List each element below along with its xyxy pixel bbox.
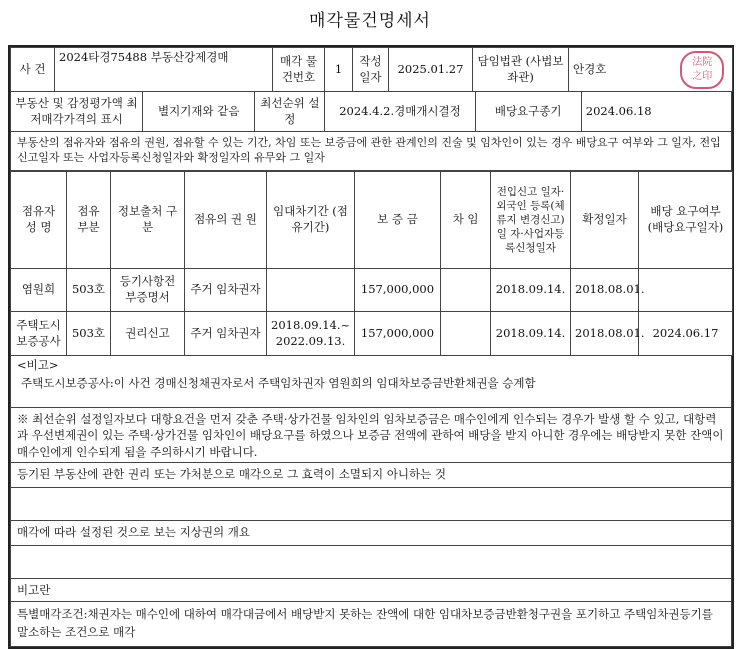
item-no-label: 매각 물건번호 — [273, 48, 325, 92]
cell-period: 2018.09.14.~ 2022.09.13. — [267, 312, 355, 356]
cell-title: 주거 임차권자 — [185, 312, 267, 356]
cell-part: 503호 — [67, 312, 111, 356]
deadline-label: 배당요구종기 — [475, 92, 581, 132]
cell-move-in-date: 2018.09.14. — [491, 269, 571, 312]
notice-box: ※ 최선순위 설정일자보다 대항요건을 먼저 갖춘 주택·상가건물 임차인의 임차보증금은 매수인에게 인수되는 경우가 발생 할 수 있고, 대항력과 우선변제권이 있는 주택·상가건물 임차인이 배당요구를 하였으나 보증금 전액에 관하여 배당을 받지 아니한 경우에는 배당받지 못한 잔액이 매수인에게 인수되게 됨을 주의하시기 바랍니다. — [10, 408, 732, 463]
header-source: 정보출처 구 분 — [111, 172, 185, 269]
cell-rent — [441, 269, 491, 312]
cell-move-in-date: 2018.09.14. — [491, 312, 571, 356]
judge-value: 안경호 — [569, 48, 673, 92]
appraisal-label: 부동산 및 감정평가액 최저매각가격의 표시 — [11, 92, 143, 132]
cell-fixed-date: 2018.08.01. — [571, 269, 639, 312]
header-occupant: 점유자 성 명 — [11, 172, 67, 269]
remarks-box — [10, 356, 732, 408]
document-title: 매각물건명세서 — [309, 11, 431, 31]
header-dividend-request: 배당 요구여부 (배당요구일자) — [639, 172, 733, 269]
occupancy-header-row — [11, 172, 733, 269]
occupancy-note: 부동산의 점유자와 점유의 권원, 점유할 수 있는 기간, 차임 또는 보증금에 관한 관계인의 진술 및 임차인이 있는 경우 배당요구 여부와 그 일자, 전입신고일자 또는 사업자등록신청일자와 확정일자의 유무와 그 일자 — [10, 132, 732, 171]
appraisal-table — [10, 91, 732, 132]
appraisal-value: 별지기재와 같음 — [143, 92, 255, 132]
special-condition-text: 특별매각조건:채권자는 매수인에 대하여 매각대금에서 배당받지 못하는 잔액에 대한 임대차보증금반환청구권을 포기하고 주택임차권등기를 말소하는 조건으로 매각 — [10, 602, 732, 647]
cell-occupant: 염원희 — [11, 269, 67, 312]
occupancy-table — [10, 171, 733, 356]
item-no-value: 1 — [325, 48, 353, 92]
registered-rights-body — [10, 488, 732, 521]
cell-deposit: 157,000,000 — [355, 312, 441, 356]
first-lien-value: 2024.4.2.경매개시결정 — [325, 92, 475, 132]
remarks-text: 주택도시보증공사:이 사건 경매신청채권자로서 주택임차권자 염원희의 임대차보증금반환채권을 승계함 — [21, 375, 536, 390]
cell-period — [267, 269, 355, 312]
cell-source: 권리신고 — [111, 312, 185, 356]
cell-deposit: 157,000,000 — [355, 269, 441, 312]
header-deposit: 보 증 금 — [355, 172, 441, 269]
court-seal-cell — [673, 48, 733, 92]
header-title: 점유의 권 원 — [185, 172, 267, 269]
cell-dividend-request — [639, 269, 733, 312]
cell-dividend-request: 2024.06.17 — [639, 312, 733, 356]
sale-statement-form — [8, 45, 734, 649]
header-table — [10, 47, 733, 92]
registered-rights-title: 등기된 부동산에 관한 권리 또는 가처분으로 매각으로 그 효력이 소멸되지 아니하는 것 — [10, 463, 732, 488]
cell-rent — [441, 312, 491, 356]
written-date-label: 작성 일자 — [353, 48, 389, 92]
remarks-label: <비고> — [17, 358, 59, 372]
remarks-section-title: 비고란 — [10, 579, 732, 602]
header-move-in-date: 전입신고 일자·외국인 등록(체류지 변경신고)일 자·사업자등 록신청일자 — [491, 172, 571, 269]
cell-occupant: 주택도시 보증공사 — [11, 312, 67, 356]
header-period: 임대차기간 (점유기간) — [267, 172, 355, 269]
case-label: 사 건 — [11, 48, 55, 92]
first-lien-label: 최선순위 설정 — [255, 92, 325, 132]
table-row — [11, 269, 733, 312]
cell-part: 503호 — [67, 269, 111, 312]
header-rent: 차 임 — [441, 172, 491, 269]
written-date-value: 2025.01.27 — [389, 48, 473, 92]
deadline-value: 2024.06.18 — [581, 92, 731, 132]
case-value: 2024타경75488 부동산강제경매 — [55, 48, 273, 92]
court-seal-icon: 法院 之印 — [680, 51, 724, 89]
cell-source: 등기사항전 부증명서 — [111, 269, 185, 312]
header-fixed-date: 확정일자 — [571, 172, 639, 269]
surface-rights-title: 매각에 따라 설정된 것으로 보는 지상권의 개요 — [10, 521, 732, 546]
surface-rights-body — [10, 546, 732, 579]
header-part: 점유 부분 — [67, 172, 111, 269]
table-row — [11, 312, 733, 356]
cell-fixed-date: 2018.08.01. — [571, 312, 639, 356]
cell-title: 주거 임차권자 — [185, 269, 267, 312]
judge-label: 담임법관 (사법보좌관) — [473, 48, 569, 92]
